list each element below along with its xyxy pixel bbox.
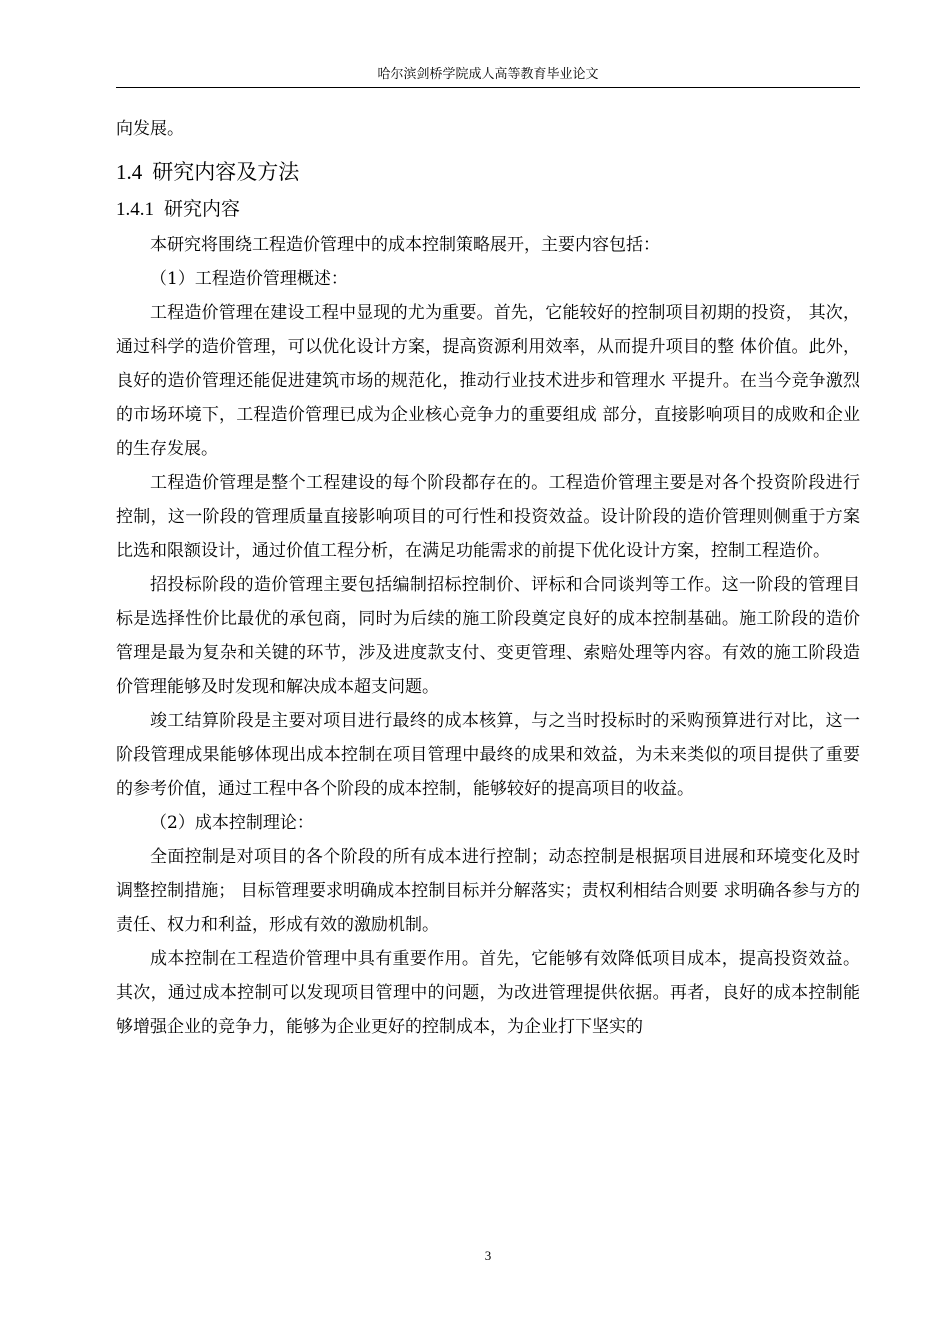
paragraph-1: 工程造价管理在建设工程中显现的尤为重要。首先，它能较好的控制项目初期的投资， 其次，通过科学的造价管理，可以优化设计方案，提高资源利用效率，从而提升项目的整 体价值。此外，良好的造价管理还能促进建筑市场的规范化，推动行业技术进步和管理水 平提升。在当今竞争激烈的市场环境下，工程造价管理已成为企业核心竞争力的重要组成 部分，直接影响项目的成败和企业的生存发展。 xyxy=(116,303,860,459)
paragraph-2: 工程造价管理是整个工程建设的每个阶段都存在的。工程造价管理主要是对各个投资阶段进行控制，这一阶段的管理质量直接影响项目的可行性和投资效益。设计阶段的造价管理则侧重于方案比选和限额设计，通过价值工程分析，在满足功能需求的前提下优化设计方案，控制工程造价。 xyxy=(116,473,860,561)
subsection-heading xyxy=(116,195,860,224)
paragraph-4: 竣工结算阶段是主要对项目进行最终的成本核算，与之当时投标时的采购预算进行对比，这一阶段管理成果能够体现出成本控制在项目管理中最终的成果和效益，为未来类似的项目提供了重要的参考价值，通过工程中各个阶段的成本控制，能够较好的提高项目的收益。 xyxy=(116,711,860,799)
page-body xyxy=(116,112,860,1044)
paragraph-3: 招投标阶段的造价管理主要包括编制招标控制价、评标和合同谈判等工作。这一阶段的管理目标是选择性价比最优的承包商，同时为后续的施工阶段奠定良好的成本控制基础。施工阶段的造价管理是最为复杂和关键的环节，涉及进度款支付、变更管理、索赔处理等内容。有效的施工阶段造价管理能够及时发现和解决成本超支问题。 xyxy=(116,575,860,697)
paragraph-5: 全面控制是对项目的各个阶段的所有成本进行控制；动态控制是根据项目进展和环境变化及时调整控制措施； 目标管理要求明确成本控制目标并分解落实；责权利相结合则要 求明确各参与方的责任、权力和利益，形成有效的激励机制。 xyxy=(116,847,860,935)
section-number: 1.4 xyxy=(116,160,143,184)
intro-paragraph: 本研究将围绕工程造价管理中的成本控制策略展开，主要内容包括： xyxy=(150,235,660,255)
continuation-text: 向发展。 xyxy=(116,119,184,139)
section-title: 研究内容及方法 xyxy=(152,160,300,184)
item1-heading: （1）工程造价管理概述： xyxy=(150,269,348,289)
item2-heading: （2）成本控制理论： xyxy=(150,813,314,833)
section-heading xyxy=(116,157,860,187)
page-number: 3 xyxy=(484,1248,492,1263)
paragraph-6: 成本控制在工程造价管理中具有重要作用。首先，它能够有效降低项目成本，提高投资效益。其次，通过成本控制可以发现项目管理中的问题，为改进管理提供依据。再者，良好的成本控制能够增强企业的竞争力，能够为企业更好的控制成本，为企业打下坚实的 xyxy=(116,949,860,1037)
subsection-number: 1.4.1 xyxy=(116,199,154,220)
running-header: 哈尔滨剑桥学院成人高等教育毕业论文 xyxy=(377,67,599,82)
subsection-title: 研究内容 xyxy=(164,198,241,220)
header-rule xyxy=(116,87,860,88)
